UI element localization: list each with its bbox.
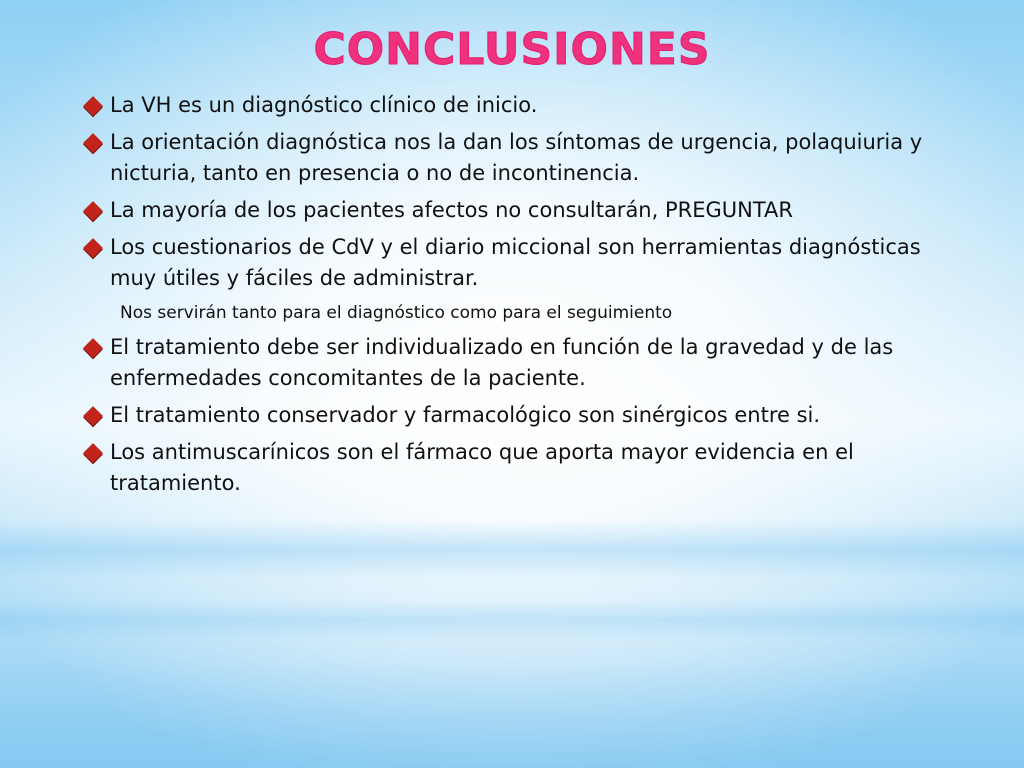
bullet-text: Los antimuscarínicos son el fármaco que aporta mayor evidencia en el tratamiento. xyxy=(110,440,854,495)
bullet-item xyxy=(82,195,952,226)
bullet-item xyxy=(82,90,952,121)
bullet-item xyxy=(82,232,952,294)
bullet-item xyxy=(82,437,952,499)
background-streak xyxy=(0,600,1024,640)
bullet-text: La orientación diagnóstica nos la dan los síntomas de urgencia, polaquiuria y nicturia, tanto en presencia o no de incontinencia. xyxy=(110,130,923,185)
bullet-text: La VH es un diagnóstico clínico de inicio. xyxy=(110,93,538,117)
background-streak xyxy=(0,520,1024,580)
bullet-text: La mayoría de los pacientes afectos no consultarán, PREGUNTAR xyxy=(110,198,794,222)
background-streak xyxy=(0,660,1024,768)
bullet-text: El tratamiento debe ser individualizado en función de la gravedad y de las enfermedades concomitantes de la paciente. xyxy=(110,335,894,390)
bullet-item xyxy=(82,127,952,189)
bullet-text: Los cuestionarios de CdV y el diario miccional son herramientas diagnósticas muy útiles y fáciles de administrar. xyxy=(110,235,921,290)
sub-note: Nos servirán tanto para el diagnóstico como para el seguimiento xyxy=(120,303,673,323)
bullet-text: El tratamiento conservador y farmacológico son sinérgicos entre si. xyxy=(110,403,821,427)
bullet-item xyxy=(82,400,952,431)
bullet-item xyxy=(82,332,952,394)
slide-title: CONCLUSIONES xyxy=(313,24,711,75)
bullet-list xyxy=(82,90,952,505)
